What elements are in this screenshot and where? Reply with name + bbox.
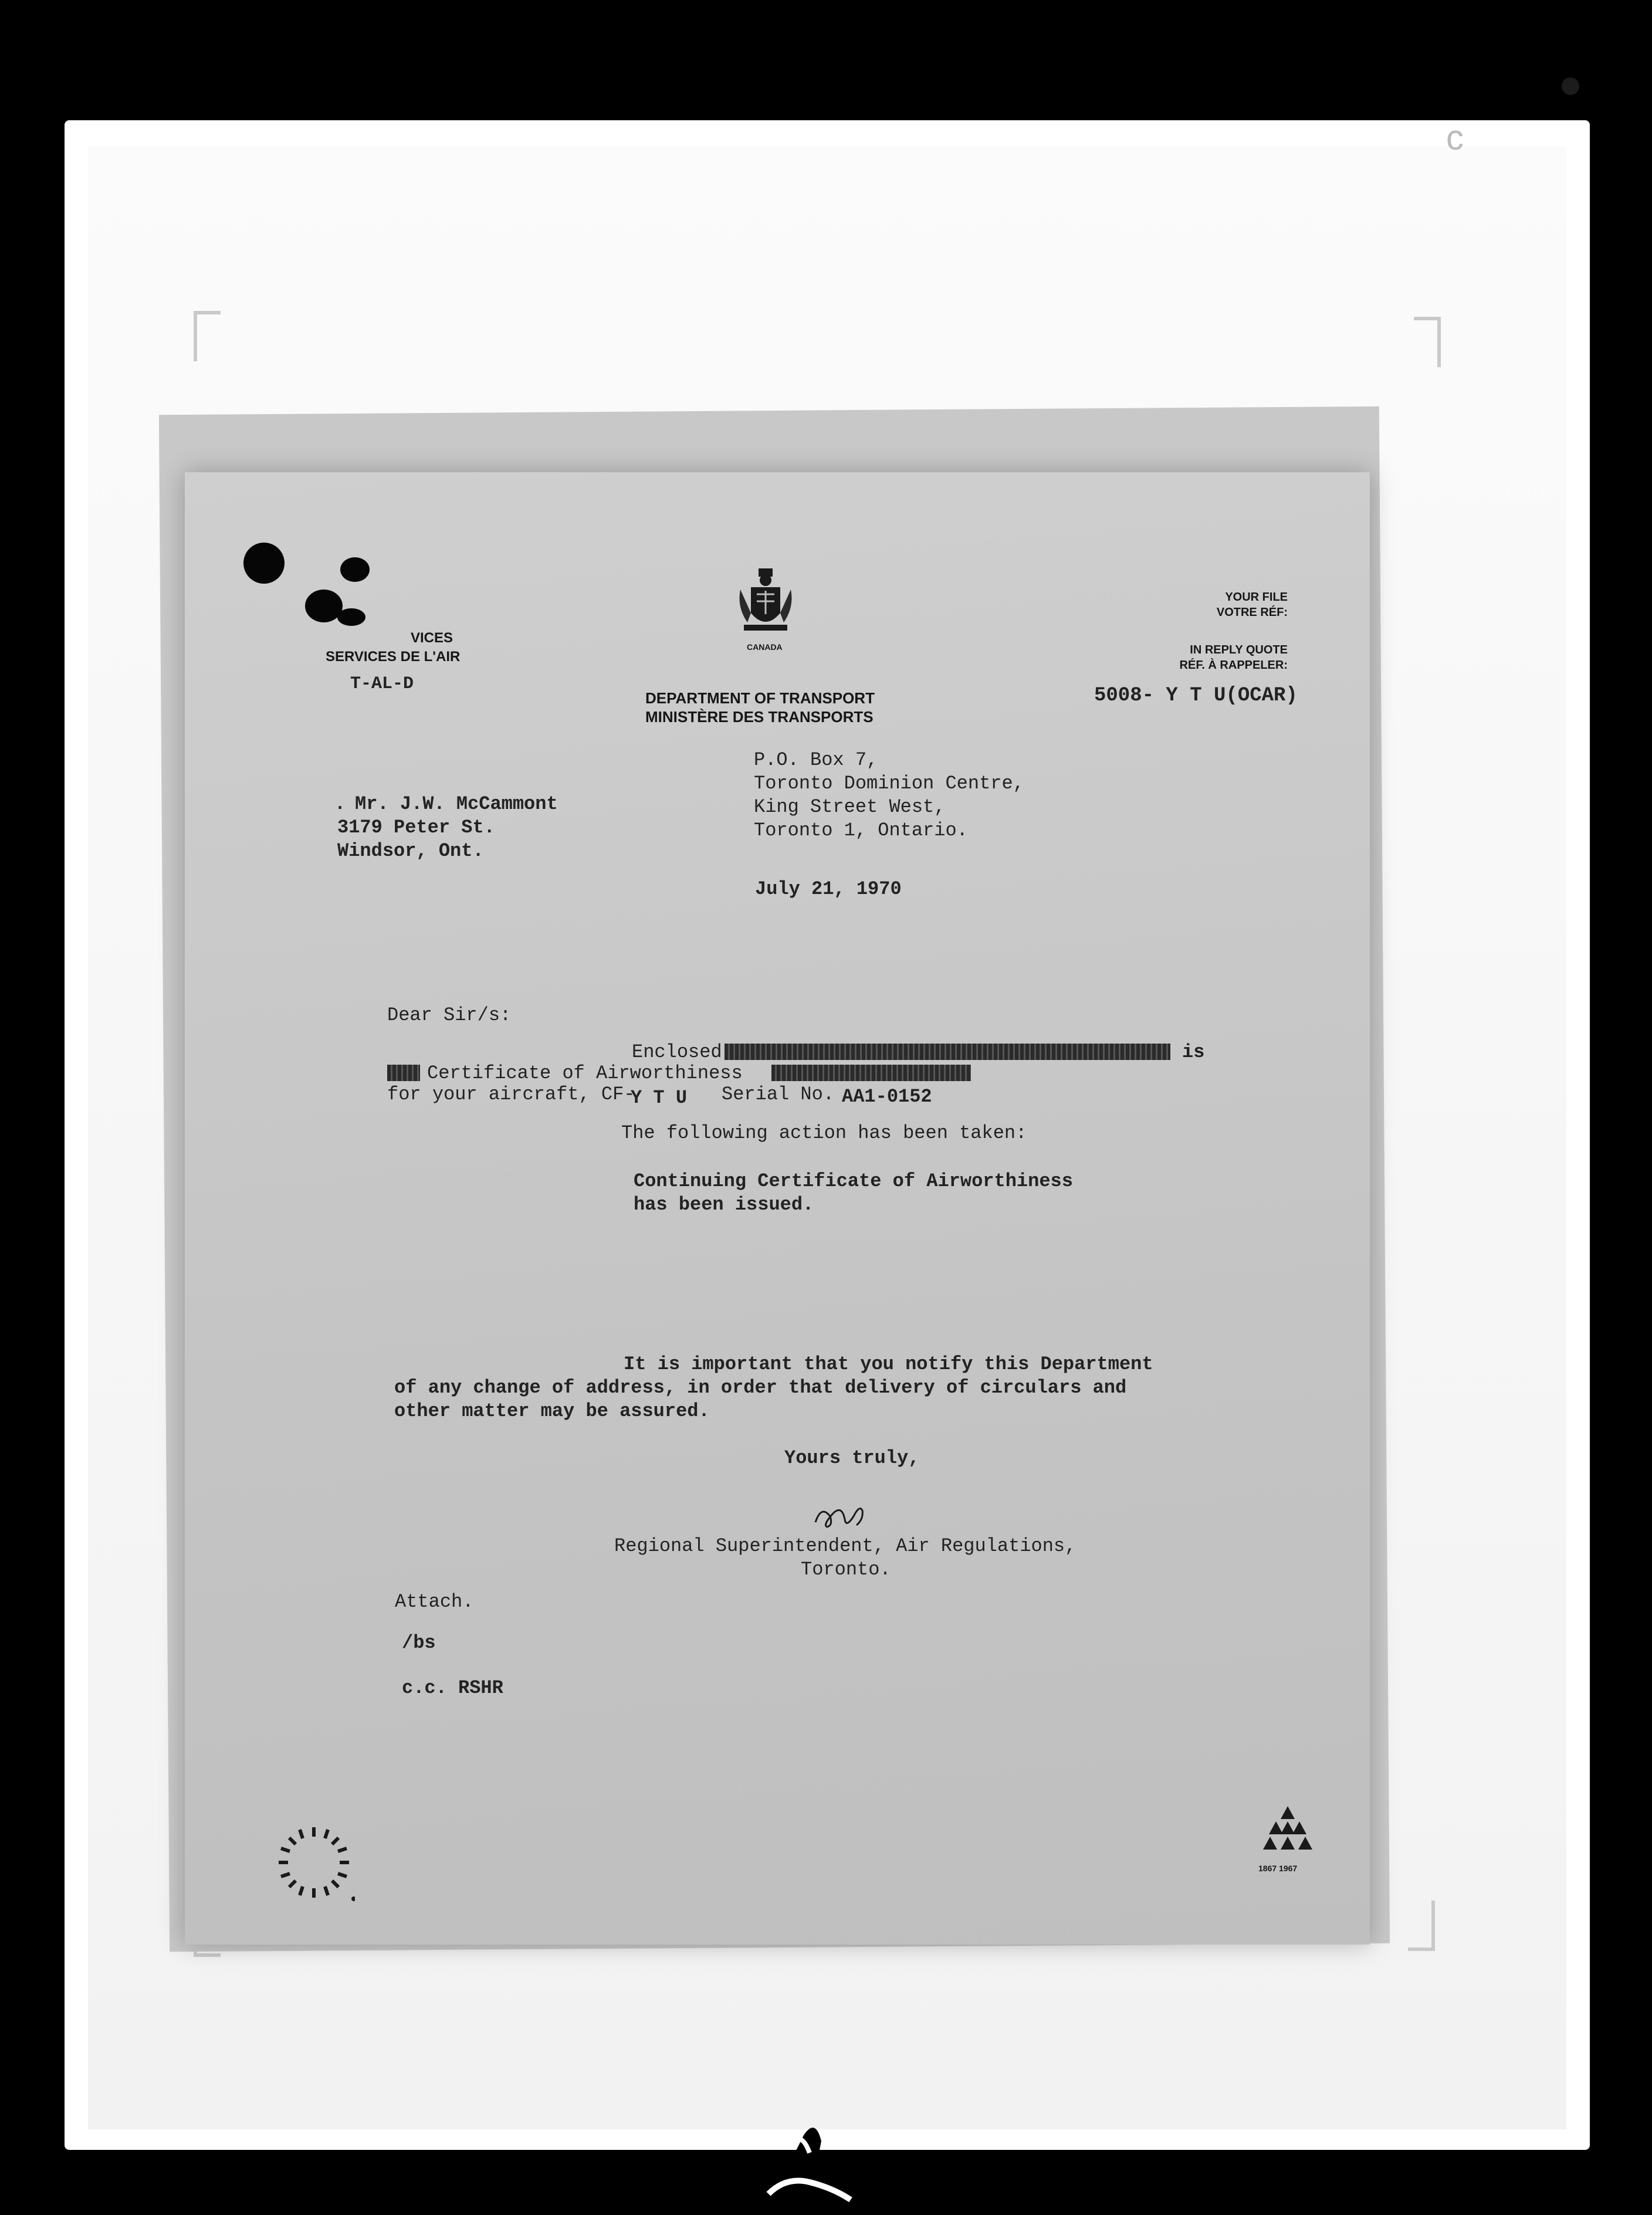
department-en: DEPARTMENT OF TRANSPORT: [645, 689, 875, 707]
aircraft-mark: Y T U: [631, 1087, 688, 1109]
your-file-en: YOUR FILE: [1225, 591, 1288, 604]
office-address-line: Toronto 1, Ontario.: [754, 819, 968, 841]
photographer-hand-shadow: [733, 2100, 909, 2215]
body-line-1-start: Enclosed: [632, 1041, 722, 1063]
sender-code: T-AL-D: [350, 674, 414, 694]
crest-label: CANADA: [747, 642, 783, 652]
recipient-city: Windsor, Ont.: [337, 840, 484, 862]
salutation: Dear Sir/s:: [387, 1004, 512, 1026]
signatory-city: Toronto.: [801, 1559, 891, 1580]
serial-label: Serial No.: [722, 1083, 835, 1105]
department-fr: MINISTÈRE DES TRANSPORTS: [645, 708, 874, 726]
punch-hole: [337, 608, 365, 626]
department-wreath-logo-icon: [273, 1821, 355, 1904]
signatory-title: Regional Superintendent, Air Regulations,: [614, 1535, 1076, 1557]
office-address-line: P.O. Box 7,: [754, 749, 878, 771]
your-file-fr: VOTRE RÉF:: [1216, 606, 1288, 619]
crop-mark-top-left: [194, 311, 221, 361]
struck-out-text: [725, 1044, 1170, 1060]
office-address-line: Toronto Dominion Centre,: [754, 773, 1024, 794]
crop-mark-bottom-right: [1408, 1901, 1435, 1951]
attachment-note: Attach.: [395, 1591, 474, 1613]
body-line-2: Certificate of Airworthiness: [427, 1062, 743, 1084]
struck-out-text: [771, 1065, 971, 1081]
struck-out-text: [387, 1065, 420, 1081]
notice-line-3: other matter may be assured.: [394, 1400, 710, 1422]
body-line-1-end: is: [1182, 1041, 1205, 1063]
letter-sheet: [185, 472, 1370, 1945]
body-line-3-start: for your aircraft, CF-: [387, 1083, 635, 1105]
centennial-years: 1867 1967: [1258, 1864, 1298, 1873]
notice-line-1: It is important that you notify this Department: [624, 1353, 1153, 1375]
coat-of-arms-icon: [733, 566, 798, 642]
typist-initials: /bs: [402, 1632, 436, 1654]
letter-date: July 21, 1970: [755, 878, 902, 900]
closing: Yours truly,: [784, 1447, 920, 1469]
reply-quote-fr: RÉF. À RAPPELER:: [1179, 659, 1288, 672]
recipient-name: Mr. J.W. McCammont: [355, 793, 558, 815]
action-intro: The following action has been taken:: [621, 1122, 1027, 1144]
punch-hole: [243, 543, 285, 584]
recipient-bullet: .: [334, 793, 346, 815]
notice-line-2: of any change of address, in order that delivery of circulars and: [394, 1377, 1127, 1398]
film-dot: [1562, 77, 1579, 95]
serial-number: AA1-0152: [842, 1086, 932, 1108]
reply-quote-en: IN REPLY QUOTE: [1190, 643, 1288, 656]
office-address-line: King Street West,: [754, 796, 946, 818]
action-line-2: has been issued.: [634, 1194, 814, 1215]
carbon-copy: c.c. RSHR: [402, 1677, 503, 1699]
reply-reference: 5008- Y T U(OCAR): [1094, 685, 1298, 707]
action-line-1: Continuing Certificate of Airworthiness: [634, 1170, 1073, 1192]
corner-mark: c: [1446, 118, 1464, 157]
signature-image: [810, 1493, 880, 1534]
sender-dept-fr: SERVICES DE L'AIR: [326, 649, 461, 665]
crop-mark-top-right: [1414, 317, 1441, 367]
sender-dept-en: VICES: [411, 630, 453, 646]
punch-hole: [340, 557, 370, 582]
centennial-symbol-icon: [1258, 1804, 1317, 1862]
recipient-street: 3179 Peter St.: [337, 817, 495, 838]
